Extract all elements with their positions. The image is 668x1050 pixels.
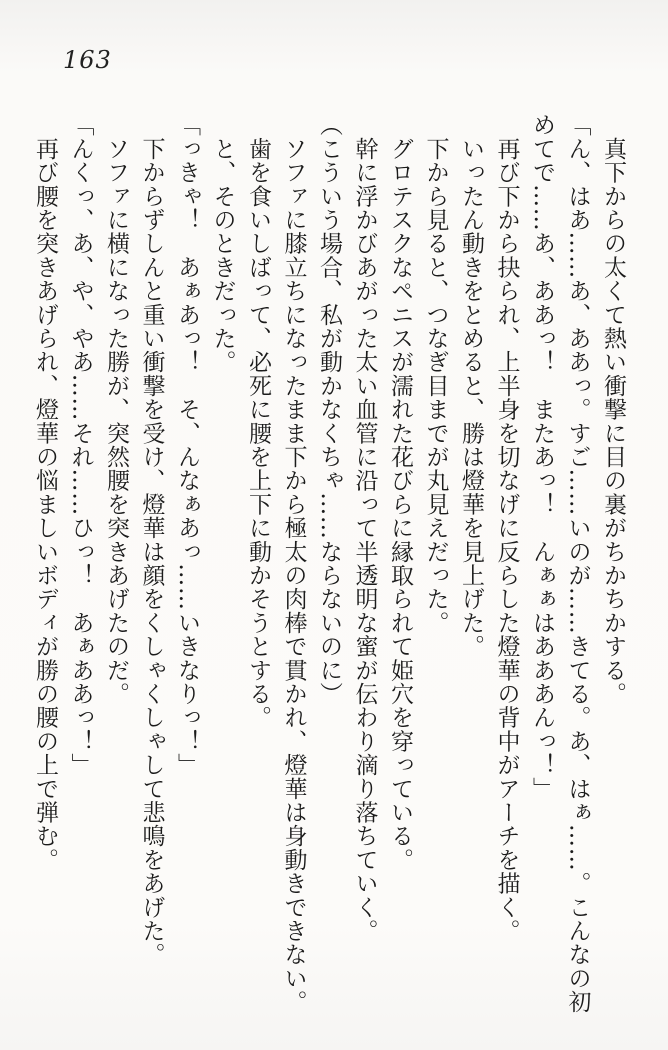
text-column-5: いったん動きをとめると、勝は燈華を見上げた。	[458, 113, 484, 659]
text-column-14: 下からずしんと重い衝撃を受け、燈華は顔をくしゃくしゃして悲鳴をあげた。	[138, 113, 165, 967]
text-column-15: ソファに横になった勝が、突然腰を突きあげたのだ。	[103, 113, 129, 706]
text-column-12: と、そのときだった。	[209, 113, 236, 374]
text-column-11: 歯を食いしばって、必死に腰を上下に動かそうとする。	[245, 113, 271, 730]
page-number: 163	[63, 46, 112, 74]
text-column-6: 下から見ると、つなぎ目までが丸見えだった。	[422, 113, 449, 635]
text-column-4: 再び下から抉られ、上半身を切なげに反らした燈華の背中がアーチを描く。	[493, 113, 520, 943]
text-column-9: （こういう場合、私が動かなくちゃ……ならないのに）	[316, 113, 342, 706]
text-column-7: グロテスクなペニスが濡れた花びらに縁取られて姫穴を穿っている。	[387, 113, 413, 872]
text-column-2: 「ん、はあ……あ、ああっ。すご……いのが……きてる。あ、はぁ……。こんなの初	[564, 113, 591, 1014]
text-column-10: ソファに膝立ちになったまま下から極太の肉棒で貫かれ、燈華は身動きできない。	[280, 113, 307, 1014]
text-column-17: 再び腰を突きあげられ、燈華の悩ましいボディが勝の腰の上で弾む。	[32, 113, 58, 872]
text-column-1: 真下からの太くて熱い衝撃に目の裏がちかちかする。	[600, 113, 626, 706]
text-column-16: 「んくっ、あ、や、やあ……それ……ひっ！ あぁああっ！」	[67, 113, 94, 777]
vertical-text-block	[27, 113, 631, 1029]
text-column-8: 幹に浮かびあがった太い血管に沿って半透明な蜜が伝わり滴り落ちていく。	[351, 113, 378, 943]
text-column-13: 「っきゃ！ あぁあっ！ そ、んなぁあっ……いきなりっ！」	[174, 113, 200, 777]
text-column-3: めてで……あ、ああっ！ またあっ！ んぁぁはあああんっ！」	[529, 113, 555, 801]
